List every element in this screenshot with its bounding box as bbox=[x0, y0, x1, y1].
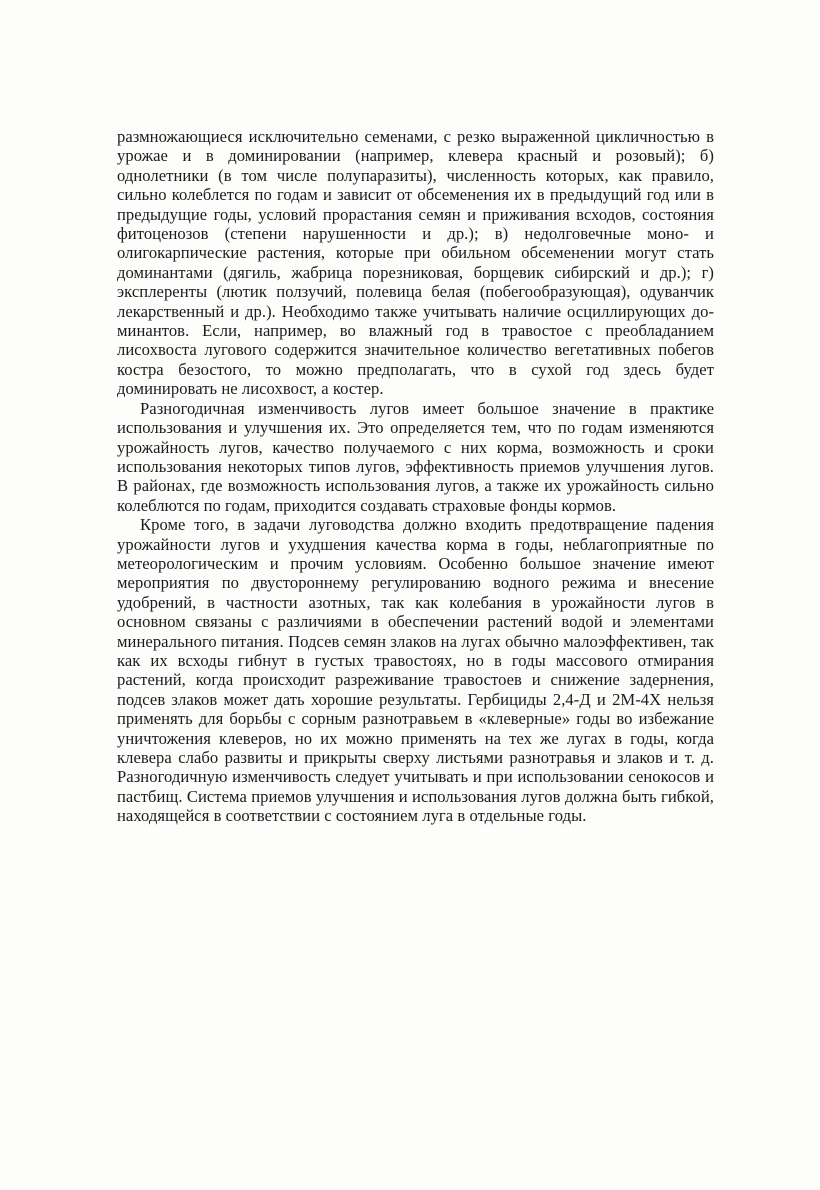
paragraph-variability-practice: Разногодичная изменчивость лугов имеет большое значение в практике использования и улучшения их. Это определяется тем, что по годам изменяются урожайность лугов, качество получаемого с них корма, возможность и сроки использования некоторых типов лугов, эффективность приемов улучшения лугов. В районах, где возможность использования лугов, а также их урожайность сильно колеблются по годам, приходится создавать страховые фонды кормов. bbox=[117, 398, 714, 515]
body-text bbox=[117, 127, 714, 826]
paragraph-annual-types: размножающиеся исключительно семенами, с резко выраженной цикличностью в урожае и в доминировании (например, клевера красный и розовый); б) однолетники (в том числе полупаразиты), численность которых, как правило, сильно колеблется по годам и зависит от обсеменения их в предыдущий год или в предыдущие годы, условий прорастания семян и приживания всходов, состояния фитоценозов (степени нарушенности и др.); в) недолговечные моно- и олигокарпические растения, которые при обильном обсеменении могут стать доминантами (дягиль, жабрица порезниковая, борщевик сибирский и др.); г) эксплеренты (лютик ползучий, полевица белая (побегообразующая), одуванчик лекарственный и др.). Необходимо также учитывать наличие осциллирующих доминантов. Если, например, во влажный год в травостое с преобладанием лисохвоста лугового содержится значительное количество вегетативных побегов костра безостого, то можно предполагать, что в сухой год здесь будет доминировать не лисохвост, а костер. bbox=[117, 127, 714, 399]
paragraph-prevention-measures: Кроме того, в задачи луговодства должно входить предотвращение падения урожайности лугов и ухудшения качества корма в годы, неблагоприятные по метеорологическим и прочим условиям. Особенно большое значение имеют мероприятия по двустороннему регулированию водного режима и внесение удобрений, в частности азотных, так как колебания в урожайности лугов в основном связаны с различиями в обеспечении растений водой и элементами минерального питания. Подсев семян злаков на лугах обычно малоэффективен, так как их всходы гибнут в густых травостоях, но в годы массового отмирания растений, когда происходит разреживание травостоев и снижение задернения, подсев злаков может дать хорошие результаты. Гербициды 2,4-Д и 2М-4Х нельзя применять для борьбы с сорным разнотравьем в «клеверные» годы во избежание уничтожения клеверов, но их можно применять на тех же лугах в годы, когда клевера слабо развиты и прикрыты сверху листьями разнотравья и злаков и т. д. Разногодичную изменчивость следует учитывать и при использовании сенокосов и пастбищ. Система приемов улучшения и использования лугов должна быть гибкой, находящейся в соответствии с состоянием луга в отдельные годы. bbox=[117, 515, 714, 826]
